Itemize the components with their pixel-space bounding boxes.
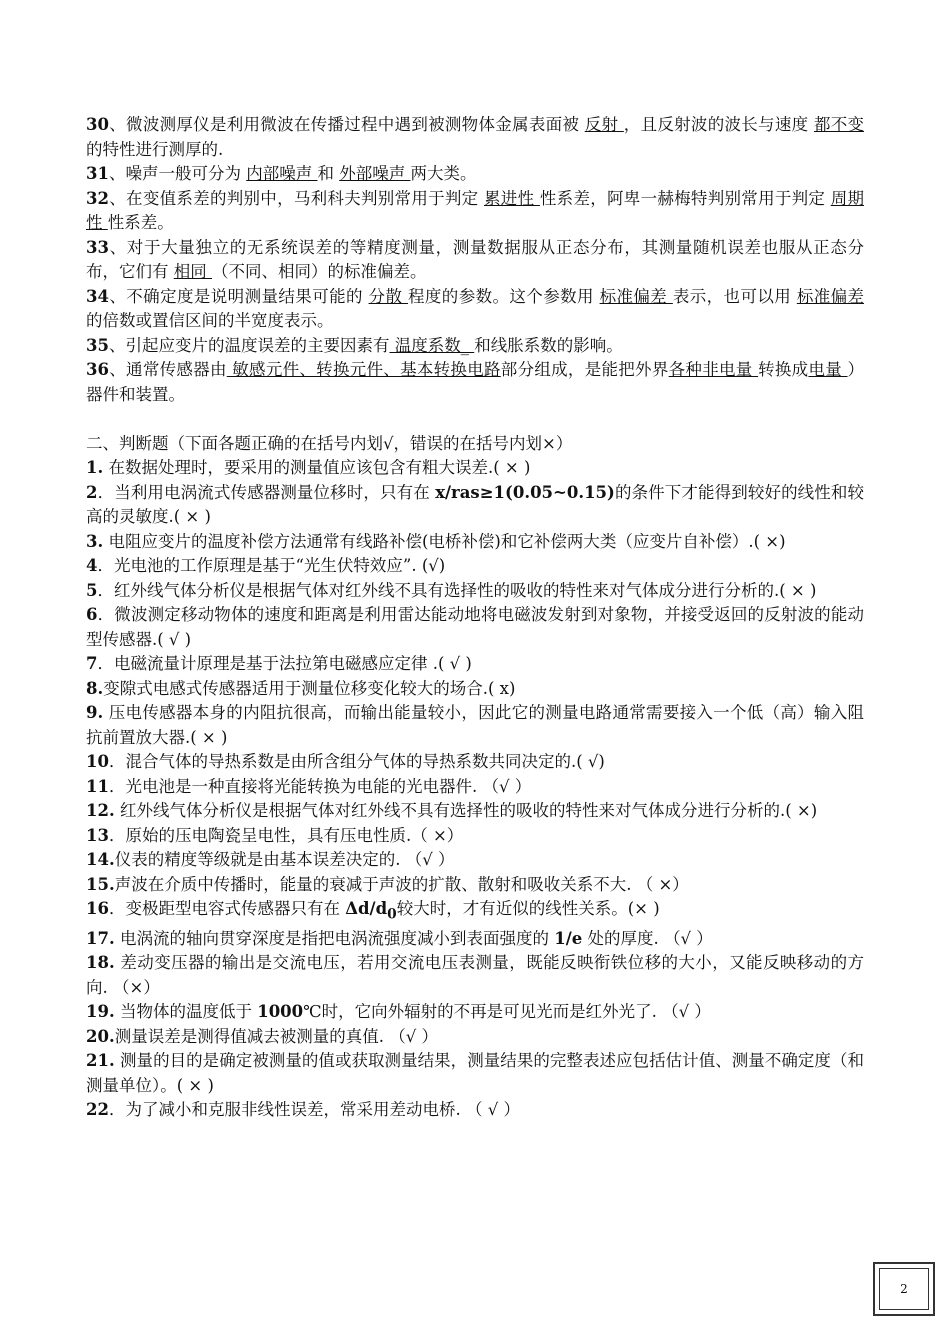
judgment-22: [86, 1098, 864, 1123]
question-number: 33: [86, 237, 109, 257]
question-text: 声波在介质中传播时，能量的衰减于声波的扩散、散射和吸收关系不大. （ ×）: [114, 874, 689, 894]
judgment-10: [86, 750, 864, 775]
question-35: [86, 334, 864, 359]
question-text: ．混合气体的导热系数是由所含组分气体的导热系数共同决定的.( √): [108, 752, 605, 771]
question-text: 电涡流的轴向贯穿深度是指把电涡流强度减小到表面强度的: [114, 928, 555, 948]
formula: 1/e: [554, 928, 583, 948]
question-number: 32: [86, 188, 109, 208]
question-text: 在数据处理时，要采用的测量值应该包含有粗大误差.( × ): [103, 458, 531, 477]
question-number: 14.: [86, 850, 115, 869]
judgment-5: [86, 579, 864, 604]
answer-blank: 分散: [368, 286, 408, 306]
question-text: 两大类。: [410, 164, 477, 183]
question-number: 17.: [86, 928, 115, 948]
formula: Δd/d: [345, 899, 388, 918]
question-number: 9.: [86, 703, 104, 722]
question-text: 、不确定度是说明测量结果可能的: [108, 286, 369, 306]
question-text: 测量误差是测得值减去被测量的真值. （√ ）: [114, 1026, 438, 1046]
question-31: [86, 162, 864, 187]
question-number: 31: [86, 164, 109, 183]
judgment-21: [86, 1049, 864, 1098]
judgment-16: [86, 897, 864, 927]
question-text: 红外线气体分析仪是根据气体对红外线不具有选择性的吸收的特性来对气体成分进行分析的.( ×): [114, 801, 818, 820]
question-number: 18.: [86, 953, 115, 973]
question-text: 仪表的精度等级就是由基本误差决定的. （√ ）: [114, 850, 455, 869]
question-number: 8.: [86, 678, 104, 698]
question-number: 6: [86, 605, 98, 624]
question-number: 34: [86, 286, 109, 306]
judgment-18: [86, 951, 864, 1000]
question-number: 12.: [86, 801, 115, 820]
question-text: 电阻应变片的温度补偿方法通常有线路补偿(电桥补偿)和它补偿两大类（应变片自补偿）.( ×): [103, 531, 786, 551]
question-text: （不同、相同）的标准偏差。: [212, 262, 427, 281]
question-number: 7: [86, 654, 98, 673]
question-text: ．红外线气体分析仪是根据气体对红外线不具有选择性的吸收的特性来对气体成分进行分析的.( × ): [97, 580, 817, 600]
question-number: 1.: [86, 458, 104, 477]
answer-blank: 反射: [584, 115, 624, 134]
question-number: 22: [86, 1100, 109, 1120]
question-text: ）器件和装置。: [86, 360, 865, 404]
question-30: [86, 113, 864, 162]
question-text: 当物体的温度低于: [114, 1002, 258, 1022]
answer-blank: 各种非电量: [668, 360, 759, 379]
question-text: 、噪声一般可分为: [108, 164, 247, 183]
answer-blank: 敏感元件、转换元件、基本转换电路: [226, 360, 501, 379]
formula: 1000: [257, 1002, 304, 1022]
answer-blank: 周期性: [86, 188, 865, 232]
question-text: 表示，也可以用: [672, 286, 797, 306]
question-text: ，且反射波的波长与速度: [623, 115, 814, 134]
question-text: ．当利用电涡流式传感器测量位移时，只有在: [97, 482, 436, 502]
question-text: ．变极距型电容式传感器只有在: [108, 899, 346, 918]
question-number: 5: [86, 580, 98, 600]
question-number: 13: [86, 825, 109, 845]
question-text: 、对于大量独立的无系统误差的等精度测量，测量数据服从正态分布，其测量随机误差也服从正态分布，它们有: [86, 237, 864, 281]
question-text: 的条件下才能得到较好的线性和较高的灵敏度.( × ): [86, 482, 865, 526]
question-number: 10: [86, 752, 109, 771]
judgment-13: [86, 824, 864, 849]
question-text: 、微波测厚仪是利用微波在传播过程中遇到被测物体金属表面被: [108, 115, 585, 134]
question-text: 、引起应变片的温度误差的主要因素有: [108, 335, 390, 355]
judgment-8: [86, 677, 864, 702]
question-number: 4: [86, 556, 98, 575]
question-text: 程度的参数。这个参数用: [408, 286, 600, 306]
judgment-14: [86, 848, 864, 873]
question-text: ．微波测定移动物体的速度和距离是利用雷达能动地将电磁波发射到对象物，并接受返回的反射波的能动型传感器.( √ ): [86, 605, 864, 649]
question-text: 差动变压器的输出是交流电压，若用交流电压表测量，既能反映衔铁位移的大小，又能反映移动的方向. （×）: [86, 953, 864, 997]
judgment-1: [86, 456, 864, 481]
judgment-7: [86, 652, 864, 677]
question-text: 性系差。: [107, 213, 174, 232]
judgment-19: [86, 1000, 864, 1025]
question-number: 3.: [86, 531, 104, 551]
judgment-4: [86, 554, 864, 579]
question-number: 21.: [86, 1051, 115, 1071]
question-text: 压电传感器本身的内阻抗很高，而输出能量较小，因此它的测量电路通常需要接入一个低（高）输入阻抗前置放大器.( × ): [86, 703, 864, 747]
judgment-3: [86, 530, 864, 555]
question-number: 30: [86, 115, 109, 134]
question-text: ．光电池的工作原理是基于“光生伏特效应”. (√): [97, 556, 446, 575]
judgment-20: [86, 1025, 864, 1050]
question-text: 、通常传感器由: [108, 360, 227, 379]
question-text: 部分组成，是能把外界: [500, 360, 669, 379]
question-text: 和线胀系数的影响。: [474, 335, 623, 355]
page-number: 2: [879, 1268, 929, 1310]
question-34: [86, 285, 864, 334]
question-text: ．原始的压电陶瓷呈电性，具有压电性质.（ ×）: [108, 825, 464, 845]
question-number: 2: [86, 482, 98, 502]
question-36: [86, 358, 864, 407]
question-number: 36: [86, 360, 109, 379]
question-text: 转换成: [758, 360, 809, 379]
judgment-15: [86, 873, 864, 898]
question-number: 11: [86, 776, 109, 796]
answer-blank: 内部噪声: [246, 164, 318, 183]
question-text: 和: [317, 164, 340, 183]
answer-blank: 电量: [808, 360, 848, 379]
answer-blank: 温度系数_: [389, 335, 475, 355]
page-number-box: [873, 1262, 935, 1316]
question-text: ．为了减小和克服非线性误差，常采用差动电桥. （ √ ）: [108, 1100, 520, 1120]
question-32: [86, 187, 864, 236]
question-number: 15.: [86, 874, 115, 894]
question-number: 19.: [86, 1002, 115, 1022]
answer-blank: 标准偏差: [796, 286, 865, 306]
question-number: 35: [86, 335, 109, 355]
formula: x/ras≥1(0.05~0.15): [435, 482, 615, 502]
question-text: 变隙式电感式传感器适用于测量位移变化较大的场合.( x): [103, 678, 516, 698]
question-number: 16: [86, 899, 109, 918]
question-text: ．光电池是一种直接将光能转换为电能的光电器件. （√ ）: [108, 776, 532, 796]
judgment-2: [86, 481, 864, 530]
answer-blank: 累进性: [484, 188, 540, 208]
answer-blank: 标准偏差: [599, 286, 673, 306]
judgment-9: [86, 701, 864, 750]
answer-blank: 外部噪声: [339, 164, 411, 183]
question-text: 测量的目的是确定被测量的值或获取测量结果，测量结果的完整表述应包括估计值、测量不确定度（和测量单位）。( × ): [86, 1051, 864, 1095]
question-33: [86, 236, 864, 285]
question-text: 处的厚度. （√ ）: [582, 928, 713, 948]
judgment-12: [86, 799, 864, 824]
question-text: 较大时，才有近似的线性关系。(× ): [396, 899, 660, 918]
question-number: 20.: [86, 1026, 115, 1046]
answer-blank: 都不变: [813, 115, 865, 134]
section-title: 二、判断题（下面各题正确的在括号内划√，错误的在括号内划×）: [86, 433, 573, 453]
answer-blank: 相同: [173, 262, 212, 281]
question-text: 的特性进行测厚的.: [86, 139, 224, 159]
question-text: ℃时，它向外辐射的不再是可见光而是红外光了. （√ ）: [303, 1002, 711, 1022]
question-text: ．电磁流量计原理是基于法拉第电磁感应定律 .( √ ): [97, 654, 472, 673]
question-text: 性系差，阿卑一赫梅特判别常用于判定: [539, 188, 831, 208]
question-text: 、在变值系差的判别中，马利科夫判别常用于判定: [108, 188, 484, 208]
judgment-11: [86, 775, 864, 800]
document-body: [86, 113, 864, 1123]
formula-subscript: 0: [387, 906, 397, 923]
question-text: 的倍数或置信区间的半宽度表示。: [86, 311, 334, 330]
judgment-6: [86, 603, 864, 652]
judgment-17: [86, 927, 864, 952]
